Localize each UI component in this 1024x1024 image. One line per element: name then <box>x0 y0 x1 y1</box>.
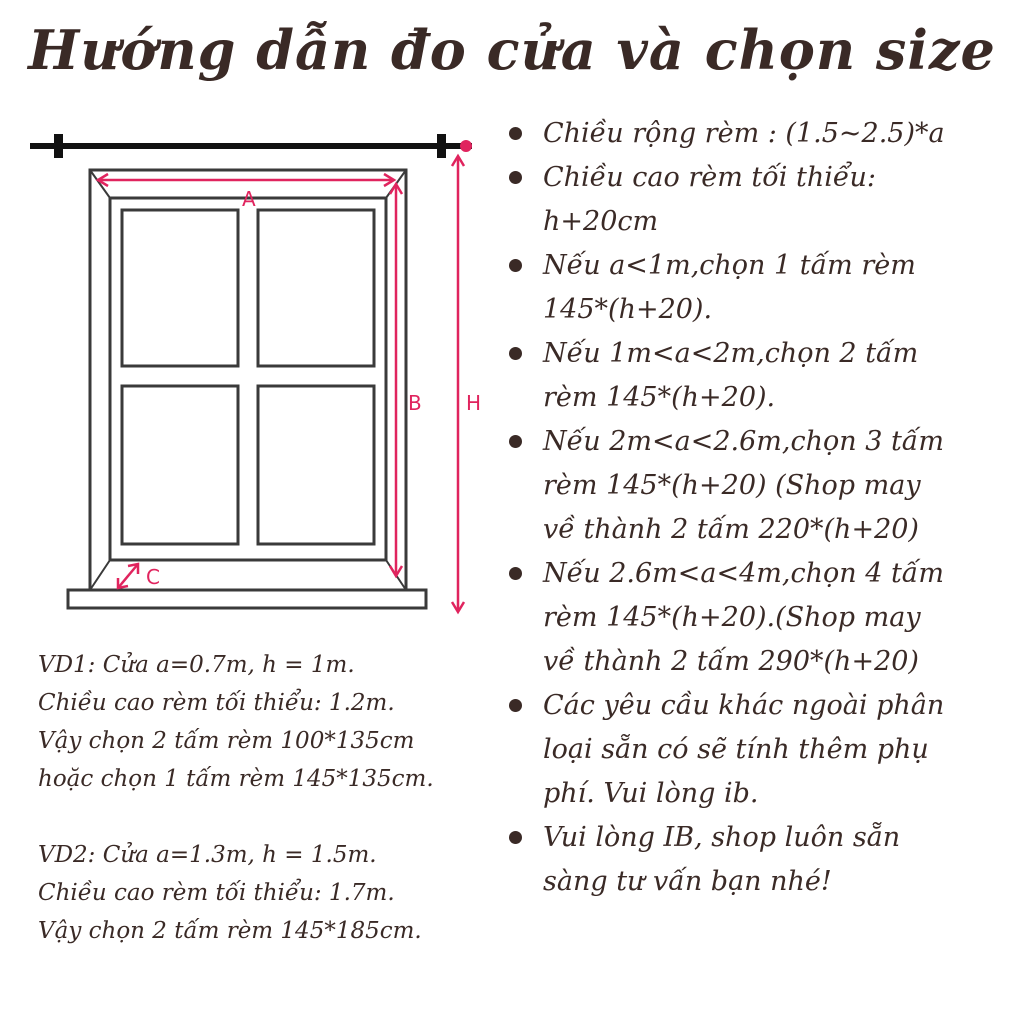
pane-bottom-right <box>258 386 374 544</box>
bullet-icon <box>509 831 522 844</box>
window-measurement-diagram <box>20 120 500 630</box>
bullet-icon <box>509 259 522 272</box>
bullet-icon <box>509 171 522 184</box>
rule-item: Chiều rộng rèm : (1.5~2.5)*a <box>505 112 1015 156</box>
sizing-rules-list <box>505 112 1015 904</box>
bullet-icon <box>509 347 522 360</box>
rule-item: Nếu a<1m,chọn 1 tấm rèm 145*(h+20). <box>505 244 1015 332</box>
rule-item: Vui lòng IB, shop luôn sẵn sàng tư vấn bạn nhé! <box>505 816 1015 904</box>
rod-bracket-right <box>437 134 446 158</box>
examples-block <box>38 646 508 988</box>
rod-finial-right <box>460 140 472 152</box>
bullet-icon <box>509 699 522 712</box>
bullet-icon <box>509 127 522 140</box>
pane-top-left <box>122 210 238 366</box>
label-h: H <box>466 391 482 415</box>
window-sill <box>68 590 426 608</box>
label-a: A <box>242 187 256 211</box>
example-2: VD2: Cửa a=1.3m, h = 1.5m. Chiều cao rèm tối thiểu: 1.7m. Vậy chọn 2 tấm rèm 145*185cm. <box>38 842 422 944</box>
pane-bottom-left <box>122 386 238 544</box>
page-title: Hướng dẫn đo cửa và chọn size <box>28 18 996 82</box>
label-c: C <box>146 565 160 589</box>
measure-h <box>452 156 464 612</box>
bullet-icon <box>509 567 522 580</box>
label-b: B <box>408 391 422 415</box>
rule-item: Các yêu cầu khác ngoài phân loại sẵn có sẽ tính thêm phụ phí. Vui lòng ib. <box>505 684 1015 816</box>
rule-item: Nếu 1m<a<2m,chọn 2 tấm rèm 145*(h+20). <box>505 332 1015 420</box>
rule-item: Chiều cao rèm tối thiểu: h+20cm <box>505 156 1015 244</box>
bullet-icon <box>509 435 522 448</box>
rule-item: Nếu 2m<a<2.6m,chọn 3 tấm rèm 145*(h+20) (Shop may về thành 2 tấm 220*(h+20) <box>505 420 1015 552</box>
example-1: VD1: Cửa a=0.7m, h = 1m. Chiều cao rèm tối thiểu: 1.2m. Vậy chọn 2 tấm rèm 100*135cm hoặc chọn 1 tấm rèm 145*135cm. <box>38 652 434 792</box>
pane-top-right <box>258 210 374 366</box>
rule-item: Nếu 2.6m<a<4m,chọn 4 tấm rèm 145*(h+20).(Shop may về thành 2 tấm 290*(h+20) <box>505 552 1015 684</box>
rod-bracket-left <box>54 134 63 158</box>
